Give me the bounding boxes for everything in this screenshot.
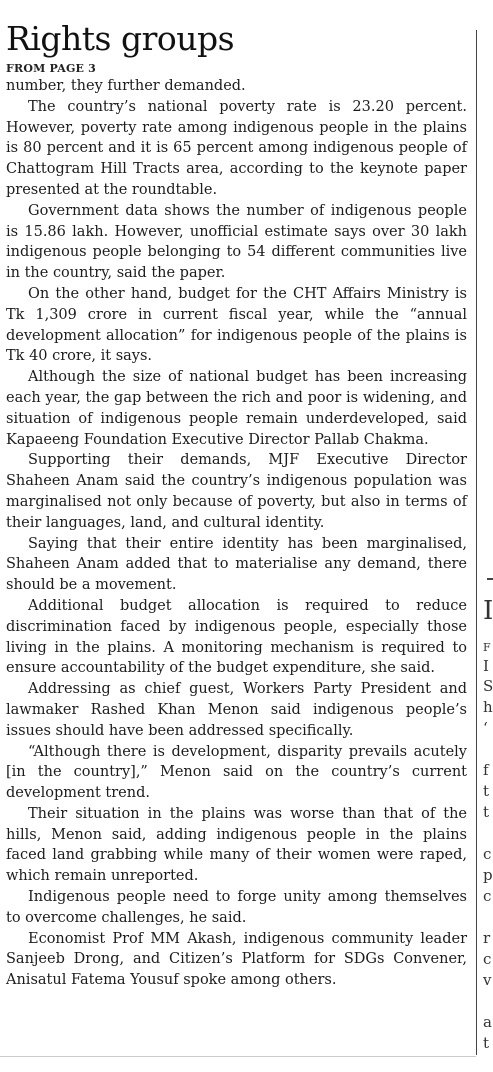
paragraph: Saying that their entire identity has been marginalised, Shaheen Anam added that to materialise any demand, there should be a movement.	[6, 535, 467, 594]
adjacent-column-fragment: F	[483, 641, 491, 654]
paragraph: Economist Prof MM Akash, indigenous community leader Sanjeeb Drong, and Citizen’s Platform for SDGs Convener, Anisatul Fatema Yousuf spoke among others.	[6, 930, 467, 989]
paragraph: Addressing as chief guest, Workers Party President and lawmaker Rashed Khan Menon said indigenous people’s issues should have been addressed specifically.	[6, 681, 467, 739]
adjacent-column-fragment: t	[483, 804, 490, 820]
adjacent-column-fragment: v	[483, 972, 492, 988]
adjacent-column-fragment: c	[483, 846, 492, 862]
adjacent-column-fragment: p	[483, 867, 493, 883]
adjacent-column-fragment: S	[483, 678, 493, 694]
paragraph: Although the size of national budget has been increasing each year, the gap between the rich and poor is widening, and situation of indigenous people remain underdeveloped, said Kapaeeng Foundation Executive Director Pallab Chakma.	[6, 369, 467, 448]
article-body	[6, 76, 467, 991]
adjacent-column-fragment: r	[483, 930, 491, 946]
paragraph: Their situation in the plains was worse than that of the hills, Menon said, adding indigenous people in the plains faced land grabbing while many of their women were raped, which remain unreported.	[6, 805, 467, 885]
column-divider	[476, 30, 477, 1055]
paragraph: On the other hand, budget for the CHT Affairs Ministry is Tk 1,309 crore in current fiscal year, while the “annual development allocation” for indigenous people of the plains is Tk 40 crore, it says.	[6, 285, 467, 365]
bottom-divider	[0, 1056, 476, 1057]
paragraph: “Although there is development, disparity prevails acutely [in the country],” Menon said on the country’s current development trend.	[6, 743, 467, 802]
adjacent-column-fragment: I	[483, 596, 493, 626]
paragraph: Government data shows the number of indigenous people is 15.86 lakh. However, unofficial estimate says over 30 lakh indigenous people belonging to 54 different communities live in the country, said the paper.	[6, 202, 467, 282]
paragraph: Supporting their demands, MJF Executive Director Shaheen Anam said the country’s indigenous population was marginalised not only because of poverty, but also in terms of their languages, land, and cultural identity.	[6, 452, 467, 531]
adjacent-column-fragment: f	[483, 762, 489, 778]
adjacent-column-fragment: h	[483, 699, 493, 715]
adjacent-column-fragment: I	[483, 658, 489, 674]
paragraph: number, they further demanded.	[6, 78, 246, 94]
adjacent-column-fragment: t	[483, 783, 490, 799]
jump-label: FROM PAGE 3	[6, 62, 97, 75]
headline: Rights groups	[6, 19, 235, 58]
adjacent-column-fragment: c	[483, 951, 492, 967]
adjacent-column-fragment: t	[483, 1035, 490, 1051]
adjacent-column-fragment: ‘	[483, 720, 488, 736]
adjacent-column-fragment: a	[483, 1014, 492, 1030]
paragraph: The country’s national poverty rate is 23.20 percent. However, poverty rate among indigenous people in the plains is 80 percent and it is 65 percent among indigenous people of Chattogram Hill Tracts area, according to the keynote paper presented at the roundtable.	[6, 98, 467, 198]
adjacent-column-fragment: c	[483, 888, 492, 904]
adjacent-column-rule	[487, 578, 493, 580]
article	[6, 14, 467, 991]
paragraph: Indigenous people need to forge unity among themselves to overcome challenges, he said.	[6, 889, 467, 926]
paragraph: Additional budget allocation is required to reduce discrimination faced by indigenous people, especially those living in the plains. A monitoring mechanism is required to ensure accountability of the budget expenditure, she said.	[6, 597, 467, 677]
